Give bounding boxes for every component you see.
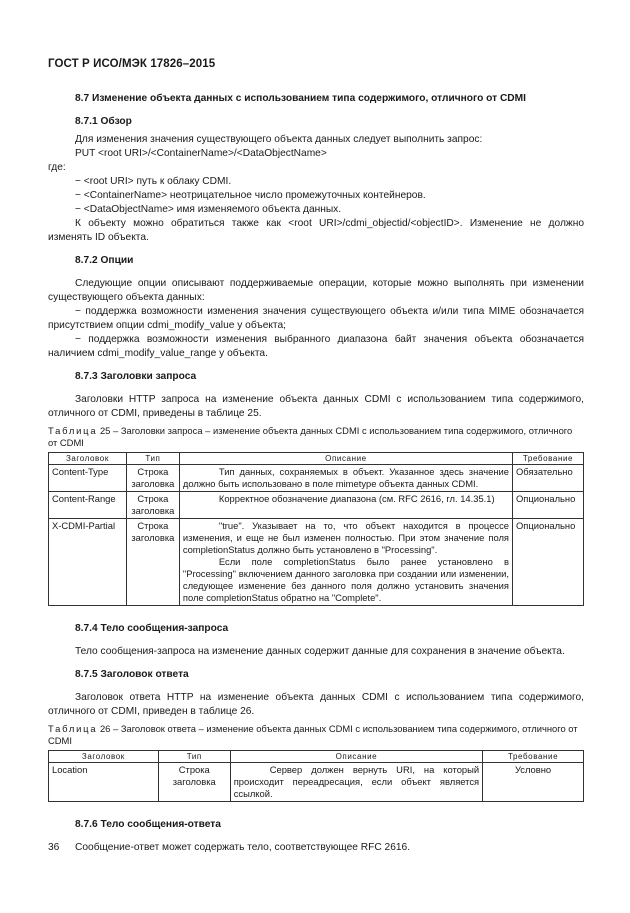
table-caption: Таблица 26 – Заголовок ответа – изменение объекта данных CDMI с использованием типа содержимого, отличного от CDMI <box>48 723 578 746</box>
table-caption: Таблица 25 – Заголовки запроса – изменение объекта данных CDMI с использованием типа содержимого, отличного от CDMI <box>48 425 573 448</box>
subsection-heading-request-headers: 8.7.3 Заголовки запроса <box>75 371 197 382</box>
column-header: Требование <box>483 751 584 763</box>
type-cell: Строка заголовка <box>126 465 179 492</box>
requirement-cell: Обязательно <box>513 465 584 492</box>
requirement-cell: Опционально <box>513 492 584 519</box>
column-header: Тип <box>158 751 230 763</box>
column-header: Тип <box>126 453 179 465</box>
paragraph: Для изменения значения существующего объекта данных следует выполнить запрос: <box>75 134 483 145</box>
subsection-heading-response-body: 8.7.6 Тело сообщения-ответа <box>75 819 221 830</box>
paragraph: Сообщение-ответ может содержать тело, соответствующее RFC 2616. <box>75 842 411 853</box>
description-cell: Корректное обозначение диапазона (см. RFC 2616, гл. 14.35.1) <box>179 492 512 519</box>
page-content <box>48 92 584 855</box>
document-header: ГОСТ Р ИСО/МЭК 17826–2015 <box>48 58 216 70</box>
list-item: − <ContainerName> неотрицательное число промежуточных контейнеров. <box>75 190 426 201</box>
column-header: Описание <box>230 751 482 763</box>
type-cell: Строка заголовка <box>126 492 179 519</box>
type-cell: Строка заголовка <box>158 763 230 802</box>
where-label: где: <box>48 162 66 173</box>
paragraph: Следующие опции описывают поддерживаемые операции, которые можно выполнять при изменении существующего объекта данных: <box>48 278 584 303</box>
requirement-cell: Опционально <box>513 519 584 606</box>
subsection-heading-options: 8.7.2 Опции <box>75 255 134 266</box>
description-cell: Тип данных, сохраняемых в объект. Указанное здесь значение должно быть использовано в поле mimetype объекта данных CDMI. <box>179 465 512 492</box>
table-row <box>49 465 584 492</box>
list-item: − поддержка возможности изменения выбранного диапазона байт значения объекта обозначается наличием cdmi_modify_value_range у объекта. <box>48 334 584 359</box>
response-header-table <box>48 750 584 802</box>
list-item: − <root URI> путь к облаку CDMI. <box>75 176 232 187</box>
subsection-heading-overview: 8.7.1 Обзор <box>75 116 132 127</box>
column-header: Требование <box>513 453 584 465</box>
table-row <box>49 763 584 802</box>
paragraph: Тело сообщения-запроса на изменение данных содержит данные для сохранения в значение объекта. <box>75 646 565 657</box>
header-name-cell: Content-Type <box>49 465 127 492</box>
list-item: − <DataObjectName> имя изменяемого объекта данных. <box>75 204 342 215</box>
table-row <box>49 519 584 606</box>
paragraph: Заголовок ответа HTTP на изменение объекта данных CDMI с использованием типа содержимого, отличного от CDMI, приведен в таблице 26. <box>48 692 584 717</box>
column-header: Заголовок <box>49 751 159 763</box>
column-header: Заголовок <box>49 453 127 465</box>
code-line: PUT <root URI>/<ContainerName>/<DataObjectName> <box>75 148 327 159</box>
paragraph: К объекту можно обратиться также как <root URI>/cdmi_objectid/<objectID>. Изменение не должно изменять ID объекта. <box>48 218 584 243</box>
description-cell: Сервер должен вернуть URI, на который происходит переадресация, если объект является ссылкой. <box>230 763 482 802</box>
table-row <box>49 492 584 519</box>
page-number: 36 <box>48 842 60 853</box>
header-name-cell: Content-Range <box>49 492 127 519</box>
column-header: Описание <box>179 453 512 465</box>
subsection-heading-response-header: 8.7.5 Заголовок ответа <box>75 669 189 680</box>
section-heading: 8.7 Изменение объекта данных с использованием типа содержимого, отличного от CDMI <box>75 93 526 104</box>
type-cell: Строка заголовка <box>126 519 179 606</box>
subsection-heading-request-body: 8.7.4 Тело сообщения-запроса <box>75 623 229 634</box>
request-headers-table <box>48 452 584 606</box>
requirement-cell: Условно <box>483 763 584 802</box>
paragraph: Заголовки HTTP запроса на изменение объекта данных CDMI с использованием типа содержимого, отличного от CDMI, приведены в таблице 25. <box>48 394 584 419</box>
list-item: − поддержка возможности изменения значения существующего объекта и/или типа MIME обозначается присутствием опции cdmi_modify_value у объекта; <box>48 306 584 331</box>
header-name-cell: Location <box>49 763 159 802</box>
header-name-cell: X-CDMI-Partial <box>49 519 127 606</box>
description-cell: "true". Указывает на то, что объект находится в процессе изменения, и еще не был изменен полностью. При этом значение поля completionStatus должно быть установлено в "Processing". Если поле completionStatus было ранее установлено в "Processing" включением данного заголовка при создании или изменении, следующее изменение без данного поля должно установить значения поле completionStatus обратно на "Complete". <box>179 519 512 606</box>
